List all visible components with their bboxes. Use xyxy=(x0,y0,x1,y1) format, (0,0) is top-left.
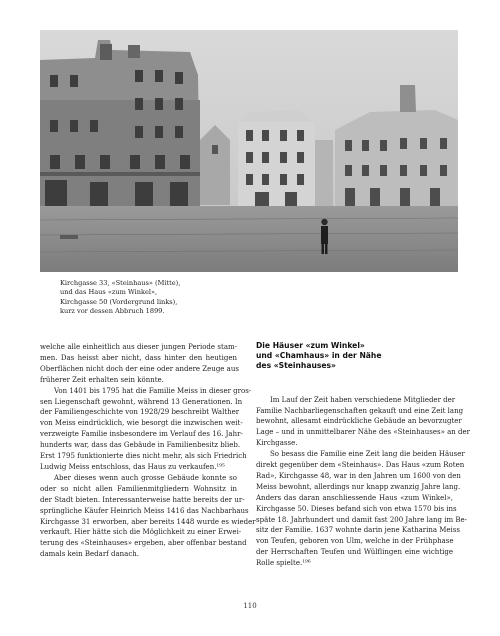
body-line: der Stadt bieten. Interessanterweise hatte bereits der ur- xyxy=(40,495,245,504)
caption-line: Kirchgasse 50 (Vordergrund links), xyxy=(60,297,178,306)
body-line: Erst 1795 funktionierte dies nicht mehr, als sich Friedrich xyxy=(40,452,247,461)
body-line: Kirchgasse 31 erworben, aber bereits 1448 wurde es wieder xyxy=(40,517,256,526)
body-line: von Teufen, geboren von Ulm, welche in der Frühphase xyxy=(256,537,454,546)
body-line: Von 1401 bis 1795 hat die Familie Meiss in dieser gros- xyxy=(54,386,252,395)
caption-line: kurz vor dessen Abbruch 1899. xyxy=(60,306,165,315)
body-line: Aber dieses wenn auch grosse Gebäude konnte so xyxy=(54,473,237,482)
body-line: oder so nicht allen Familienmitgliedern Wohnsitz in xyxy=(40,484,237,493)
body-line: sprüngliche Käufer Heinrich Meiss 1416 das Nachbarhaus xyxy=(40,506,249,515)
body-line: der Herrschaften Teufen und Wülflingen eine wichtige xyxy=(256,548,453,557)
heading-line: des «Steinhauses» xyxy=(256,361,336,371)
body-line: Rad», Kirchgasse 48, war in den Jahren um 1600 von den xyxy=(256,471,461,480)
caption-line: und das Haus «zum Winkel», xyxy=(60,288,158,297)
body-line: Anders das daran anschliessende Haus «zum Winkel», xyxy=(256,493,453,502)
body-line: direkt gegenüber dem «Steinhaus». Das Haus «zum Roten xyxy=(256,461,465,470)
body-line: Lage – und in unmittelbarer Nähe des «Steinhauses» an der xyxy=(256,428,471,437)
body-line: der Familiengeschichte von 1928/29 beschreibt Walther xyxy=(40,408,240,417)
heading-line: und «Chamhaus» in der Nähe xyxy=(256,351,382,361)
body-line: bewohnt, allesamt eindrückliche Gebäude an bevorzugter xyxy=(256,417,462,426)
body-line: Kirchgasse 50. Dieses befand sich von etwa 1570 bis ins xyxy=(256,504,457,513)
right-column xyxy=(256,341,471,569)
body-line: Kirchgasse. xyxy=(256,439,298,448)
section-heading xyxy=(256,341,453,372)
body-line: verzweigte Familie insbesondere im Verlauf des 16. Jahr- xyxy=(40,430,243,439)
body-line: hunderts war, dass das Gebäude in Familienbesitz blieb. xyxy=(40,441,241,450)
body-line: damals kein Bedarf danach. xyxy=(40,550,139,559)
historic-street-photo-icon xyxy=(40,30,458,272)
body-line: Im Lauf der Zeit haben verschiedene Mitglieder der xyxy=(270,395,456,404)
photo-caption xyxy=(60,279,220,316)
body-line: Ludwig Meiss entschloss, das Haus zu verkaufen.¹⁹⁵ xyxy=(40,462,225,471)
body-line: sen Liegenschaft gewohnt, während 13 Generationen. In xyxy=(40,397,243,406)
left-column xyxy=(40,342,256,560)
heading-line: Die Häuser «zum Winkel» xyxy=(256,341,365,350)
body-line: men. Das heisst aber nicht, dass hinter den heutigen xyxy=(40,353,237,362)
body-line: Familie Nachbarliegenschaften gekauft und eine Zeit lang xyxy=(256,406,464,415)
body-line: früherer Zeit erhalten sein könnte. xyxy=(40,375,164,384)
body-line: Rolle spielte.¹⁹⁶ xyxy=(256,559,311,568)
street-photo xyxy=(40,30,458,272)
page-number: 110 xyxy=(243,602,257,610)
body-line: Oberflächen nicht doch der eine oder andere Zeuge aus xyxy=(40,364,239,373)
body-line: So besass die Familie eine Zeit lang die beiden Häuser xyxy=(270,450,465,459)
body-line: terung des «Steinhauses» ergeben, aber offenbar bestand xyxy=(40,539,247,548)
body-line: sitz der Familie. 1637 wohnte darin jene Katharina Meiss xyxy=(256,526,460,535)
body-line: Meiss bewohnt, allerdings nur knapp zwanzig Jahre lang. xyxy=(256,482,461,491)
caption-line: Kirchgasse 33, «Steinhaus» (Mitte), xyxy=(60,279,181,287)
body-line: welche alle einheitlich aus dieser jungen Periode stam- xyxy=(40,343,237,351)
body-line: späte 18. Jahrhundert und damit fast 200 Jahre lang im Be- xyxy=(256,515,468,524)
body-line: von Meiss eindrücklich, wie besorgt die inzwischen weit- xyxy=(40,419,243,428)
body-line: verkauft. Hier hätte sich die Möglichkeit zu einer Erwei- xyxy=(40,528,242,537)
